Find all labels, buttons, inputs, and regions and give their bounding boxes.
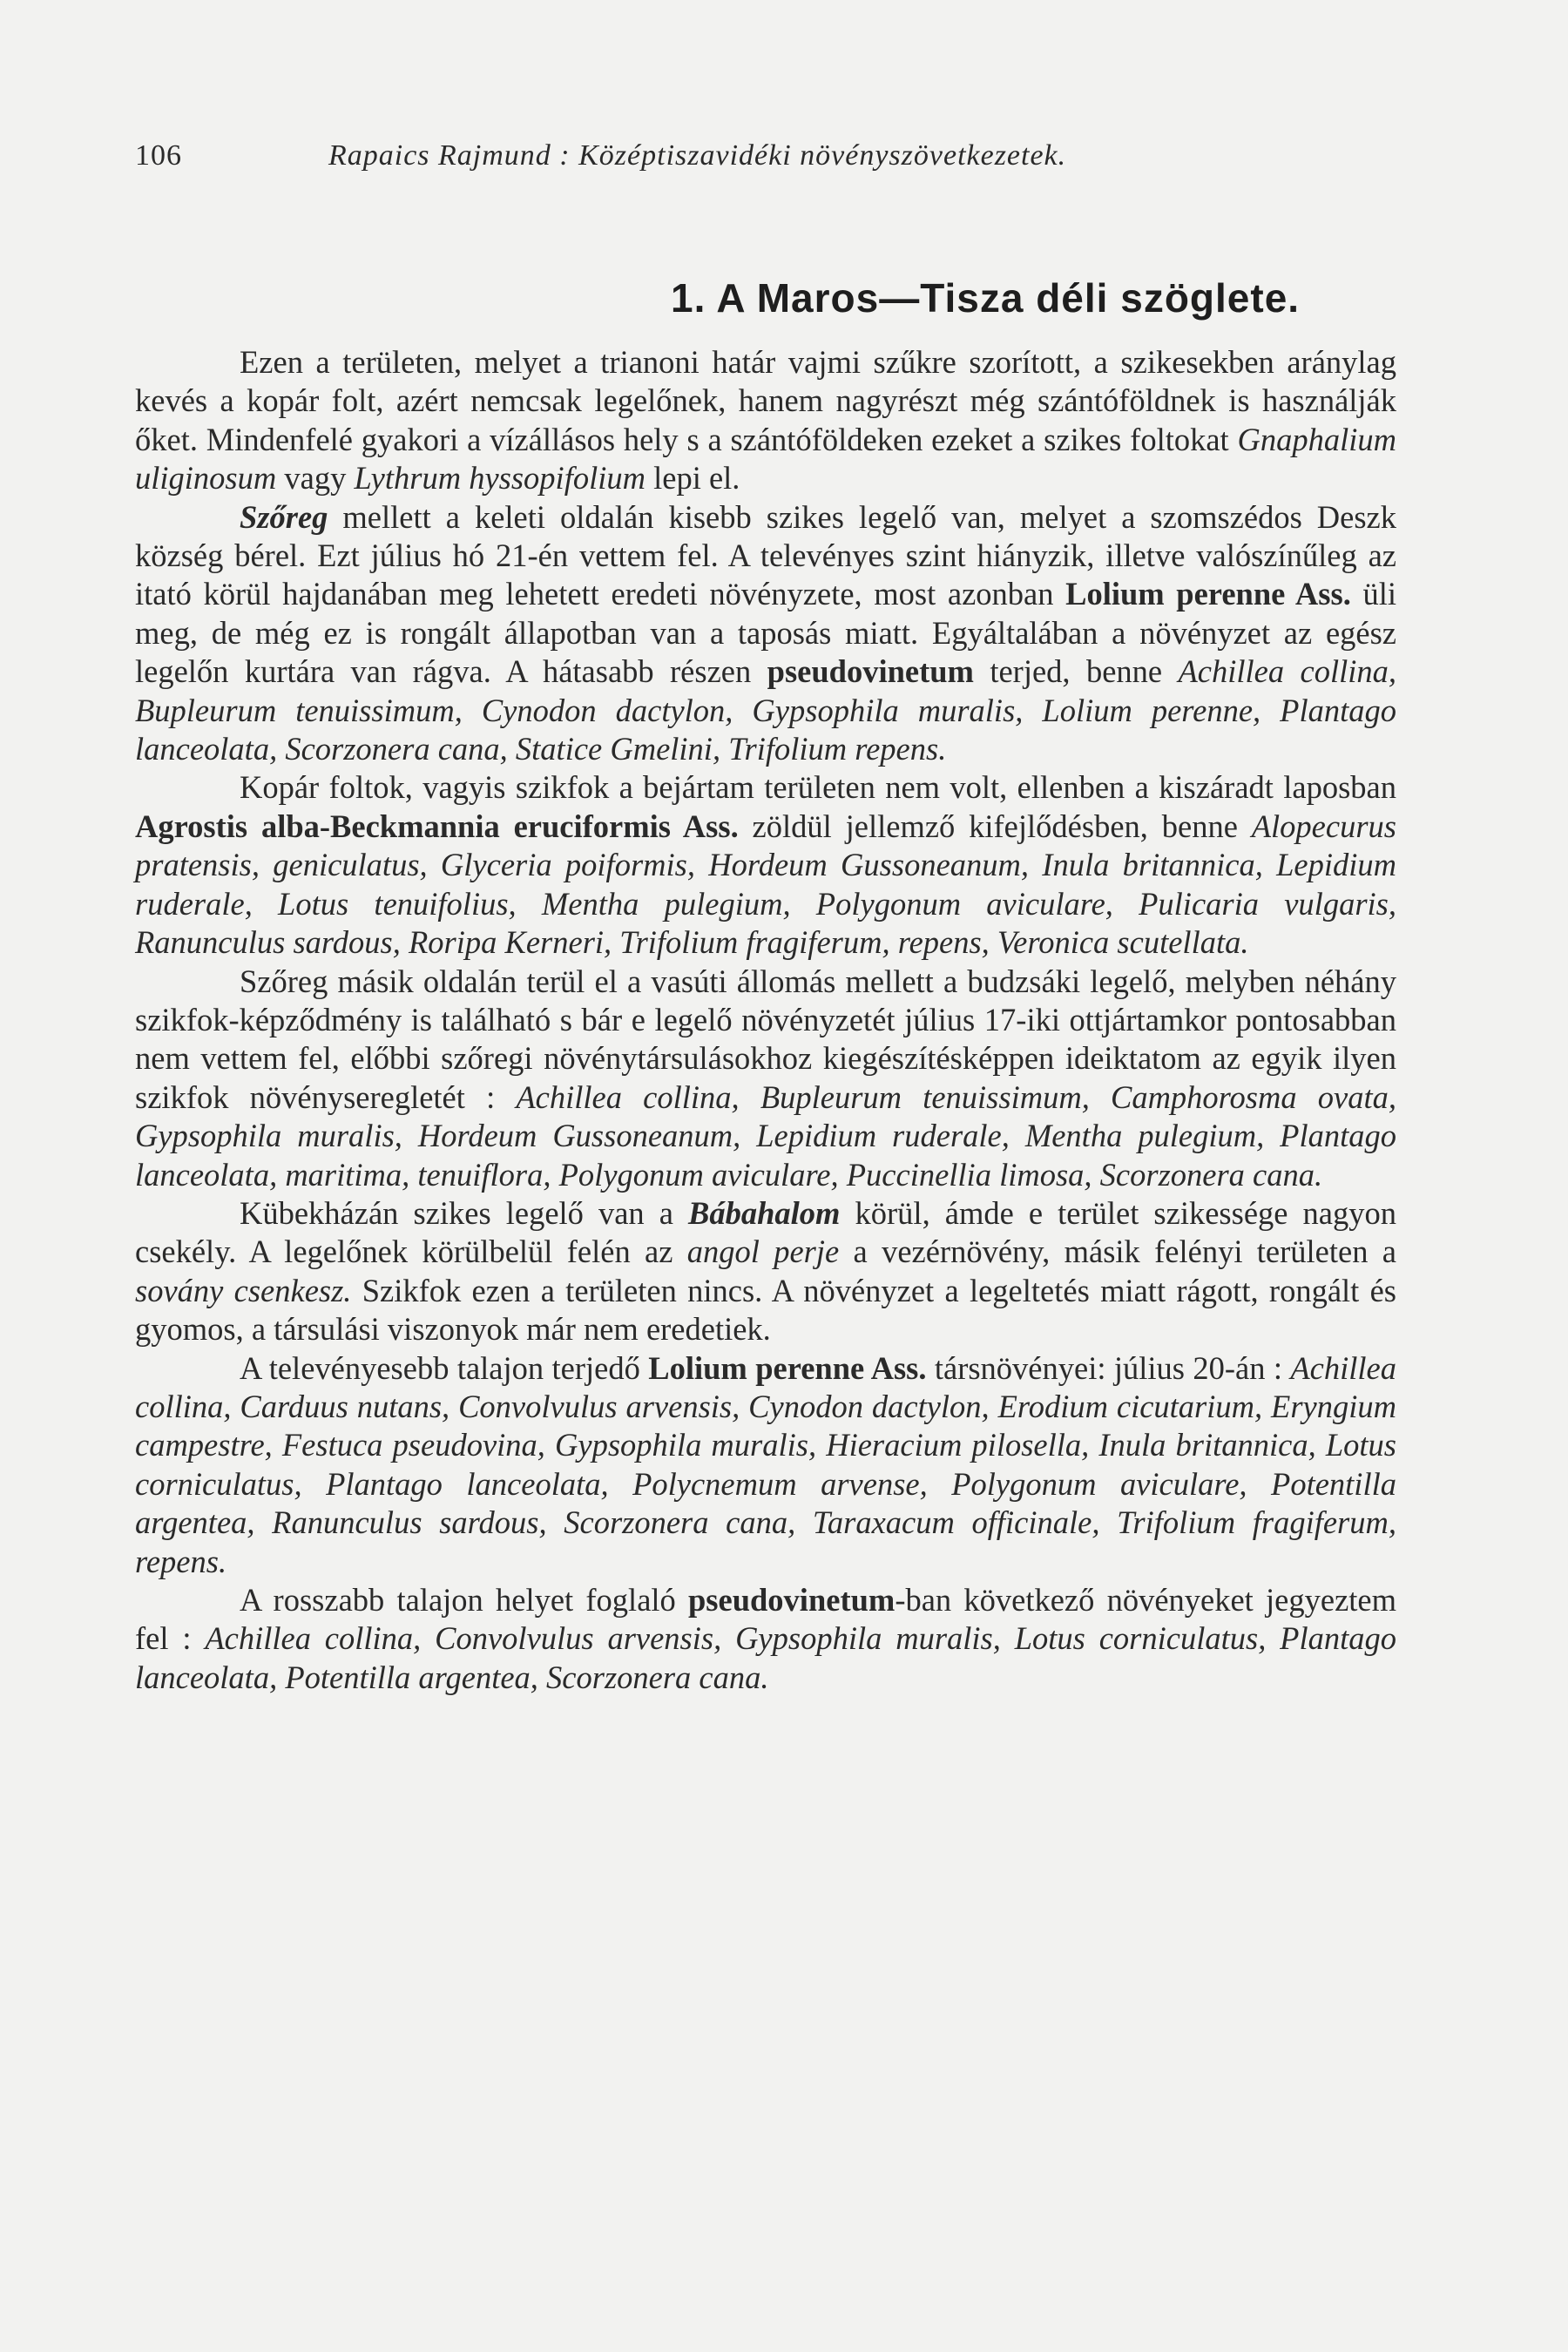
running-head	[135, 139, 1398, 183]
species-list: Achillea collina, Bupleurum tenuissimum, Cynodon dactylon, Gypsophila muralis, Lolium perenne, Plantago lanceolata, Scorzonera cana, Statice Gmelini, Trifolium repens.	[135, 653, 1396, 767]
association-name: Agrostis alba-Beckmannia eruciformis Ass.	[135, 808, 739, 844]
paragraph: A rosszabb talajon helyet foglaló pseudovinetum-ban következő növényeket jegyeztem fel : Achillea collina, Convolvulus arvensis, Gypsophila muralis, Lotus corniculatus, Plantago lanceolata, Potentilla argentea, Scorzonera cana.	[135, 1582, 1396, 1695]
species-name: Lythrum hyssopifolium	[354, 460, 645, 497]
species-name: Gnaphalium uliginosum	[135, 421, 1396, 497]
place-name: Szőreg	[240, 498, 328, 535]
body-text	[135, 343, 1396, 1697]
page-number: 106	[135, 139, 182, 172]
species-list: Achillea collina, Carduus nutans, Convolvulus arvensis, Cynodon dactylon, Erodium cicutarium, Eryngium campestre, Festuca pseudovina, Gypsophila muralis, Hieracium pilosella, Inula britannica, Lotus corniculatus, Plantago lanceolata, Polycnemum arvense, Polygonum aviculare, Potentilla argentea, Ranunculus sardous, Scorzonera cana, Taraxacum officinale, Trifolium fragiferum, repens.	[135, 1349, 1396, 1579]
section-heading: 1. A Maros—Tisza déli szöglete.	[671, 275, 1301, 321]
common-name: angol perje	[686, 1233, 840, 1270]
paragraph: Kübekházán szikes legelő van a Bábahalom körül, ámde e terület szikessége nagyon csekély. A legelőnek körülbelül felén az angol perje a vezérnövény, másik felényi területen a sovány csenkesz. Szikfok ezen a területen nincs. A növényzet a legeltetés miatt rágott, rongált és gyomos, a társulási viszonyok már nem eredetiek.	[135, 1194, 1396, 1348]
association-name: pseudovinetum	[767, 653, 974, 690]
species-list: Achillea collina, Bupleurum tenuissimum, Camphorosma ovata, Gypsophila muralis, Hordeum Gussoneanum, Lepidium ruderale, Mentha pulegium, Plantago lanceolata, maritima, tenuiflora, Polygonum aviculare, Puccinellia limosa, Scorzonera cana.	[135, 1078, 1396, 1193]
paragraph: Szőreg mellett a keleti oldalán kisebb szikes legelő van, melyet a szomszédos Deszk község bérel. Ezt július hó 21-én vettem fel. A televényes szint hiányzik, illetve valószínűleg az itató körül hajdanában meg lehetett eredeti növényzete, most azonban Lolium perenne Ass. üli meg, de még ez is rongált állapotban van a taposás miatt. Egyáltalában a növényzet az egész legelőn kurtára van rágva. A hátasabb részen pseudovinetum terjed, benne Achillea collina, Bupleurum tenuissimum, Cynodon dactylon, Gypsophila muralis, Lolium perenne, Plantago lanceolata, Scorzonera cana, Statice Gmelini, Trifolium repens.	[135, 498, 1396, 767]
association-name: Lolium perenne Ass.	[648, 1349, 927, 1386]
paragraph: A televényesebb talajon terjedő Lolium perenne Ass. társnövényei: július 20-án : Achillea collina, Carduus nutans, Convolvulus arvensis, Cynodon dactylon, Erodium cicutarium, Eryngium campestre, Festuca pseudovina, Gypsophila muralis, Hieracium pilosella, Inula britannica, Lotus corniculatus, Plantago lanceolata, Polycnemum arvense, Polygonum aviculare, Potentilla argentea, Ranunculus sardous, Scorzonera cana, Taraxacum officinale, Trifolium fragiferum, repens.	[135, 1349, 1396, 1579]
association-name: pseudovinetum	[688, 1582, 896, 1618]
paragraph: Szőreg másik oldalán terül el a vasúti állomás mellett a budzsáki legelő, melyben néhány szikfok-képződmény is található s bár e legelő növényzetét július 17-iki ottjártamkor pontosabban nem vettem fel, előbbi szőregi növénytársulásokhoz kiegészítésképpen ideiktatom az egyik ilyen szikfok növényseregletét : Achillea collina, Bupleurum tenuissimum, Camphorosma ovata, Gypsophila muralis, Hordeum Gussoneanum, Lepidium ruderale, Mentha pulegium, Plantago lanceolata, maritima, tenuiflora, Polygonum aviculare, Puccinellia limosa, Scorzonera cana.	[135, 963, 1396, 1193]
paragraph: Ezen a területen, melyet a trianoni határ vajmi szűkre szorított, a szikesekben aránylag kevés a kopár folt, azért nemcsak legelőnek, hanem nagyrészt még szántóföldnek is használják őket. Mindenfelé gyakori a vízállásos hely s a szántóföldeken ezeket a szikes foltokat Gnaphalium uliginosum vagy Lythrum hyssopifolium lepi el.	[135, 344, 1396, 497]
association-name: Lolium perenne Ass.	[1065, 576, 1351, 612]
common-name: sovány csenkesz.	[135, 1272, 352, 1308]
species-list: Achillea collina, Convolvulus arvensis, Gypsophila muralis, Lotus corniculatus, Plantago lanceolata, Potentilla argentea, Scorzonera cana.	[135, 1620, 1396, 1695]
place-name: Bábahalom	[688, 1194, 841, 1231]
paragraph: Kopár foltok, vagyis szikfok a bejártam területen nem volt, ellenben a kiszáradt laposban Agrostis alba-Beckmannia eruciformis Ass. zöldül jellemző kifejlődésben, benne Alopecurus pratensis, geniculatus, Glyceria poiformis, Hordeum Gussoneanum, Inula britannica, Lepidium ruderale, Lotus tenuifolius, Mentha pulegium, Polygonum aviculare, Pulicaria vulgaris, Ranunculus sardous, Roripa Kerneri, Trifolium fragiferum, repens, Veronica scutellata.	[135, 769, 1396, 961]
species-list: Alopecurus pratensis, geniculatus, Glyceria poiformis, Hordeum Gussoneanum, Inula britannica, Lepidium ruderale, Lotus tenuifolius, Mentha pulegium, Polygonum aviculare, Pulicaria vulgaris, Ranunculus sardous, Roripa Kerneri, Trifolium fragiferum, repens, Veronica scutellata.	[135, 808, 1396, 961]
running-title: Rapaics Rajmund : Középtiszavidéki növényszövetkezetek.	[328, 139, 1067, 172]
